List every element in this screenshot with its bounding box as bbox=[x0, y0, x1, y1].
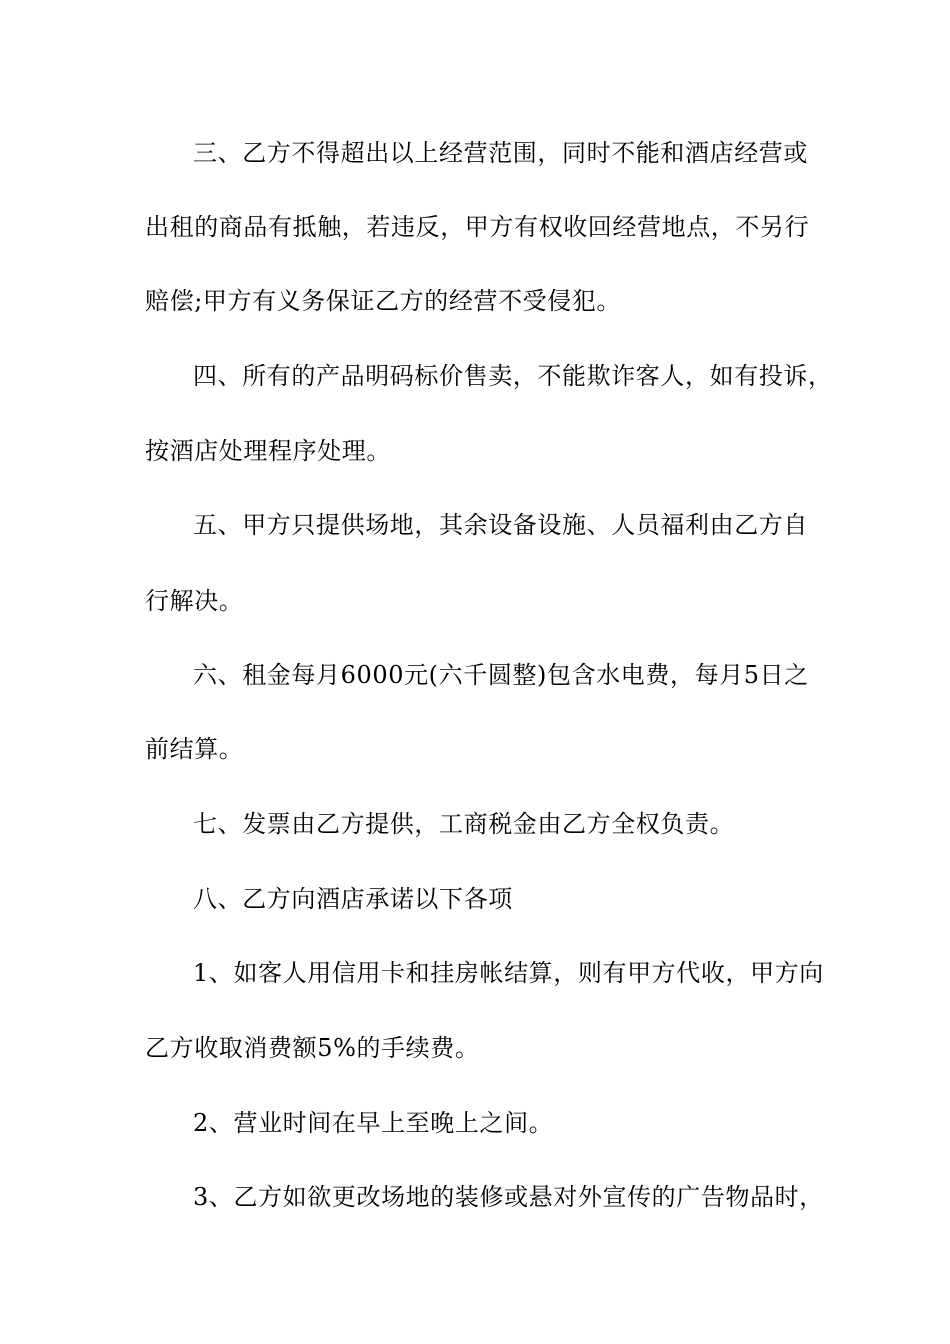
clause-5-line-1: 五、甲方只提供场地，其余设备设施、人员福利由乙方自 bbox=[193, 511, 808, 539]
clause-8-heading: 八、乙方向酒店承诺以下各项 bbox=[193, 885, 513, 913]
clause-3-line-3: 赔偿;甲方有义务保证乙方的经营不受侵犯。 bbox=[145, 287, 622, 315]
clause-5-line-2: 行解决。 bbox=[145, 587, 244, 615]
clause-6-line-1: 六、租金每月6000元(六千圆整)包含水电费，每月5日之 bbox=[193, 661, 809, 689]
clause-3-line-1: 三、乙方不得超出以上经营范围，同时不能和酒店经营或 bbox=[193, 139, 808, 167]
item-1-line-1: 1、如客人用信用卡和挂房帐结算，则有甲方代收，甲方向 bbox=[193, 959, 824, 987]
clause-6-line-2: 前结算。 bbox=[145, 735, 244, 763]
clause-4-line-1: 四、所有的产品明码标价售卖，不能欺诈客人，如有投诉， bbox=[193, 362, 833, 390]
clause-3-line-2: 出租的商品有抵触，若违反，甲方有权收回经营地点，不另行 bbox=[145, 213, 810, 241]
item-1-line-2: 乙方收取消费额5%的手续费。 bbox=[145, 1034, 480, 1062]
item-2-line-1: 2、营业时间在早上至晚上之间。 bbox=[193, 1109, 554, 1137]
item-3-line-1: 3、乙方如欲更改场地的装修或悬对外宣传的广告物品时， bbox=[193, 1183, 824, 1211]
clause-7-line-1: 七、发票由乙方提供，工商税金由乙方全权负责。 bbox=[193, 810, 735, 838]
clause-4-line-2: 按酒店处理程序处理。 bbox=[145, 437, 391, 465]
